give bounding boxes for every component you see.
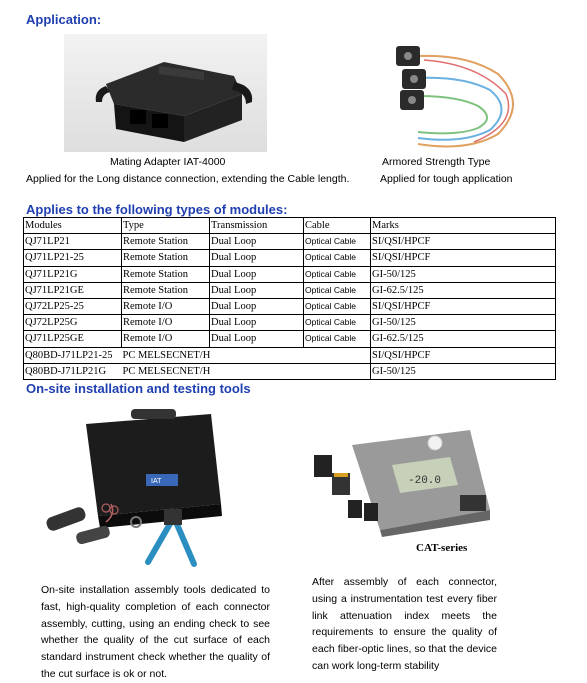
column-header: Marks	[371, 218, 556, 234]
table-cell: Dual Loop	[210, 298, 304, 314]
modules-table	[23, 217, 556, 380]
table-row	[24, 347, 556, 363]
table-cell: GI-50/125	[371, 363, 556, 379]
table-cell: Dual Loop	[210, 282, 304, 298]
table-cell: SI/QSI/HPCF	[371, 347, 556, 363]
table-cell: Remote I/O	[122, 331, 210, 347]
table-cell: Remote Station	[122, 266, 210, 282]
adapter-description: Applied for the Long distance connection, extending the Cable length.	[26, 173, 350, 185]
table-cell: PC MELSECNET/H	[122, 347, 371, 363]
armored-caption: Armored Strength Type	[382, 156, 491, 168]
modules-heading: Applies to the following types of modules:	[26, 202, 288, 217]
table-cell: Dual Loop	[210, 331, 304, 347]
table-row	[24, 331, 556, 347]
mating-adapter-photo	[64, 34, 267, 152]
armored-description: Applied for tough application	[380, 173, 513, 185]
table-cell: Remote Station	[122, 250, 210, 266]
table-cell: Optical Cable	[304, 250, 371, 266]
meter-display: -20.0	[408, 475, 442, 487]
table-cell: GI-50/125	[371, 266, 556, 282]
table-cell: Q80BD-J71LP21G	[24, 363, 122, 379]
table-cell: Dual Loop	[210, 266, 304, 282]
table-cell: Remote Station	[122, 282, 210, 298]
table-cell: Optical Cable	[304, 282, 371, 298]
table-cell: Optical Cable	[304, 234, 371, 250]
table-cell: QJ71LP21GE	[24, 282, 122, 298]
column-header: Transmission	[210, 218, 304, 234]
table-cell: Optical Cable	[304, 315, 371, 331]
table-cell: Optical Cable	[304, 331, 371, 347]
table-header-row	[24, 218, 556, 234]
table-cell: GI-62.5/125	[371, 331, 556, 347]
table-cell: Optical Cable	[304, 266, 371, 282]
cat-meter-photo	[310, 425, 495, 540]
table-row	[24, 363, 556, 379]
application-heading: Application:	[26, 12, 102, 27]
table-cell: SI/QSI/HPCF	[371, 250, 556, 266]
table-cell: QJ71LP21-25	[24, 250, 122, 266]
column-header: Modules	[24, 218, 122, 234]
table-cell: Remote I/O	[122, 315, 210, 331]
table-cell: QJ72LP25-25	[24, 298, 122, 314]
table-cell: QJ71LP21	[24, 234, 122, 250]
table-row	[24, 250, 556, 266]
table-cell: QJ71LP25GE	[24, 331, 122, 347]
table-row	[24, 234, 556, 250]
table-cell: QJ72LP25G	[24, 315, 122, 331]
table-cell: GI-50/125	[371, 315, 556, 331]
table-cell: GI-62.5/125	[371, 282, 556, 298]
table-cell: Q80BD-J71LP21-25	[24, 347, 122, 363]
table-cell: QJ71LP21G	[24, 266, 122, 282]
adapter-caption: Mating Adapter IAT-4000	[110, 156, 226, 168]
tools-heading: On-site installation and testing tools	[26, 381, 251, 396]
tool-kit-photo	[36, 404, 266, 572]
table-cell: PC MELSECNET/H	[122, 363, 371, 379]
table-cell: Dual Loop	[210, 234, 304, 250]
table-row	[24, 282, 556, 298]
table-cell: SI/QSI/HPCF	[371, 298, 556, 314]
testing-description: After assembly of each connector, using a instrumentation test every fiber link attenuation index meets the requirements to ensure the quality of each fiber-optic lines, so that the device can work long-term stability	[312, 576, 497, 672]
table-cell: Optical Cable	[304, 298, 371, 314]
armored-cable-photo	[378, 34, 528, 152]
tools-description: On-site installation assembly tools dedicated to fast, high-quality completion of each connector assembly, cutting, using an ending check to see whether the quality of the cut surface of each standard instrument check whether the quality of the cut surface is ok or not.	[41, 584, 270, 680]
cat-series-caption: CAT-series	[416, 542, 468, 554]
table-cell: Remote Station	[122, 234, 210, 250]
table-row	[24, 315, 556, 331]
table-cell: SI/QSI/HPCF	[371, 234, 556, 250]
table-cell: Dual Loop	[210, 315, 304, 331]
column-header: Type	[122, 218, 210, 234]
table-cell: Remote I/O	[122, 298, 210, 314]
table-row	[24, 266, 556, 282]
case-label: IAT	[151, 478, 162, 485]
table-cell: Dual Loop	[210, 250, 304, 266]
table-row	[24, 298, 556, 314]
column-header: Cable	[304, 218, 371, 234]
